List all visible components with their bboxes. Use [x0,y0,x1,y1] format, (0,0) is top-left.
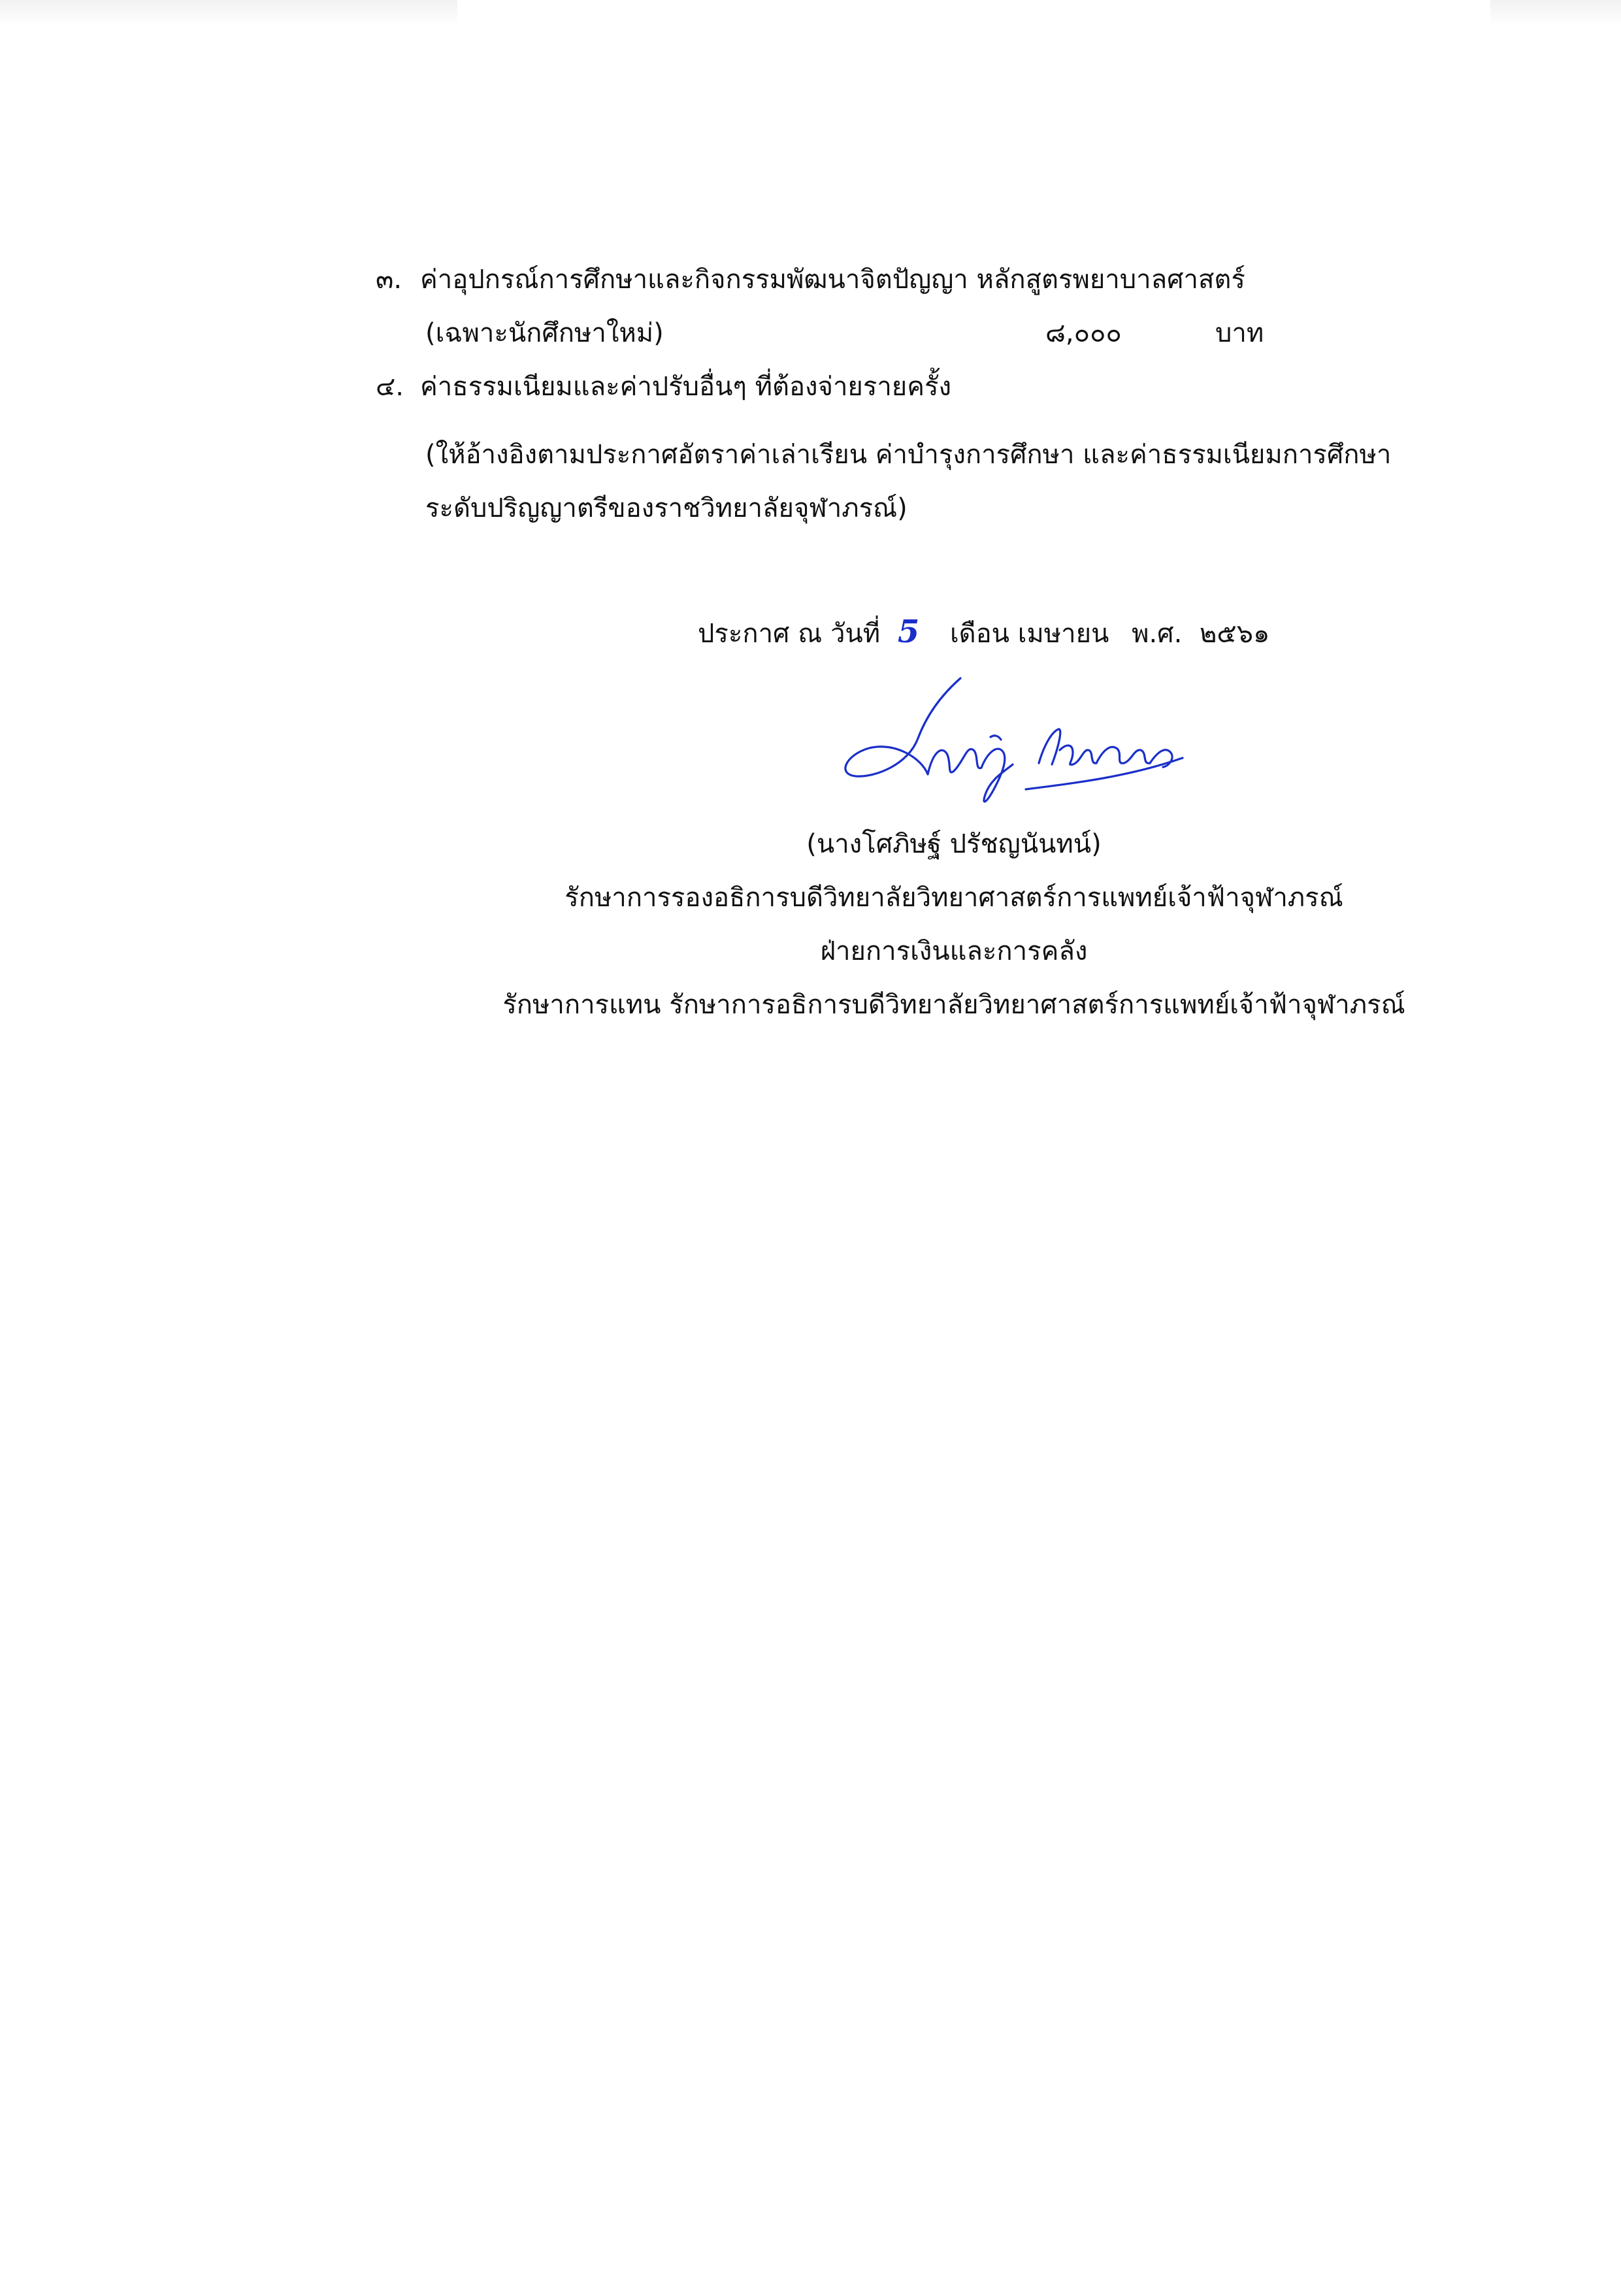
handwritten-signature [830,666,1196,817]
item-3-amount: ๘,๐๐๐ [1045,318,1122,348]
announcement-year: ๒๕๖๑ [1200,619,1270,649]
announcement-date-line [698,612,1269,653]
item-3-number: ๓. [376,265,402,295]
scan-shadow-top-left [0,0,457,26]
scan-shadow-top-right [1490,0,1621,26]
announcement-month: เดือน เมษายน [949,619,1109,649]
item-4-text: ค่าธรรมเนียมและค่าปรับอื่นๆ ที่ต้องจ่ายรายครั้ง [420,372,952,402]
item-4-note-line2: ระดับปริญญาตรีของราชวิทยาลัยจุฬาภรณ์) [425,493,908,523]
signatory-title-line1: รักษาการรองอธิการบดีวิทยาลัยวิทยาศาสตร์การแพทย์เจ้าฟ้าจุฬาภรณ์ [565,883,1343,913]
signatory-title-line3: รักษาการแทน รักษาการอธิการบดีวิทยาลัยวิทยาศาสตร์การแพทย์เจ้าฟ้าจุฬาภรณ์ [502,990,1405,1020]
item-4-number: ๔. [376,372,404,402]
signatory-title-line2: ฝ่ายการเงินและการคลัง [820,936,1088,966]
announcement-year-label: พ.ศ. [1132,619,1183,649]
item-3-text: ค่าอุปกรณ์การศึกษาและกิจกรรมพัฒนาจิตปัญญา หลักสูตรพยาบาลศาสตร์ [420,265,1245,295]
item-3-unit: บาท [1215,318,1264,348]
announcement-day: 5 [897,614,920,650]
item-3-subtext: (เฉพาะนักศึกษาใหม่) [425,318,664,348]
item-4-note-line1: (ให้อ้างอิงตามประกาศอัตราค่าเล่าเรียน ค่าบำรุงการศึกษา และค่าธรรมเนียมการศึกษา [425,440,1392,470]
signatory-name: (นางโศภิษฐ์ ปรัชญนันทน์) [806,829,1102,859]
announcement-prefix: ประกาศ ณ วันที่ [698,619,881,649]
